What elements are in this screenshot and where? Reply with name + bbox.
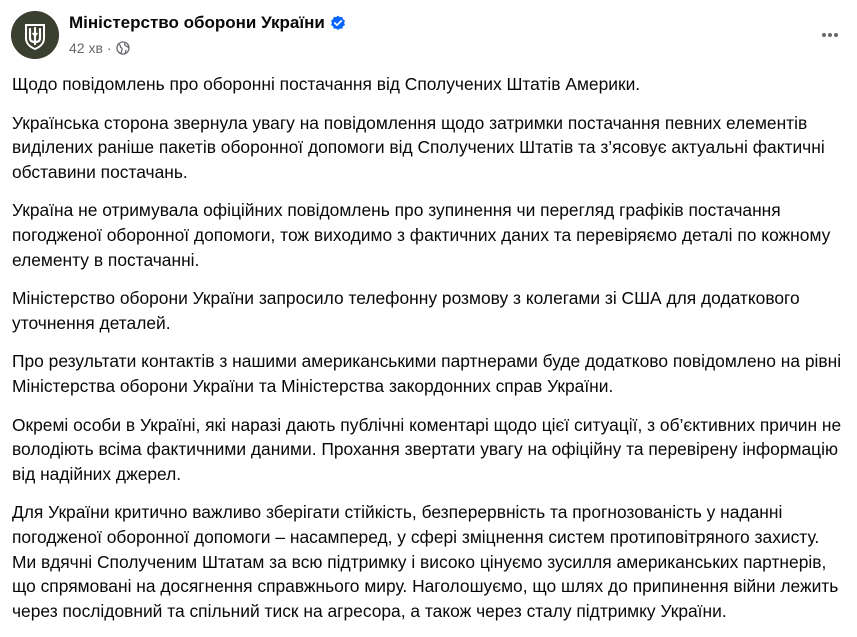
post-paragraph: Щодо повідомлень про оборонні постачання від Сполучених Штатів Америки. xyxy=(12,74,641,94)
globe-icon[interactable] xyxy=(116,41,130,55)
more-options-button[interactable] xyxy=(814,19,846,51)
post-paragraph: Міністерство оборони України запросило телефонну розмову з колегами зі США для додаткового уточнення деталей. xyxy=(12,288,800,333)
post-paragraph: Про результати контактів з нашими американськими партнерами буде додатково повідомлено на рівні Міністерства оборони України та Міністерства закордонних справ України. xyxy=(12,351,842,396)
author-name[interactable]: Міністерство оборони України xyxy=(69,13,325,32)
post-meta xyxy=(69,37,346,59)
avatar[interactable] xyxy=(11,11,59,59)
more-horizontal-icon xyxy=(820,25,840,45)
ministry-emblem-icon xyxy=(11,11,59,59)
post-paragraph: Окремі особи в Україні, які наразі дають публічні коментарі щодо цієї ситуації, з об’єктивних причин не володіють всіма фактичними даними. Прохання звертати увагу на офіційну та перевірену інформацію від надійних джерел. xyxy=(12,414,842,484)
author-block xyxy=(69,11,346,59)
post-header xyxy=(11,11,846,61)
post-timestamp[interactable]: 42 хв xyxy=(69,40,103,56)
separator-dot: · xyxy=(106,40,112,56)
post-paragraph: Для України критично важливо зберігати стійкість, безперервність та прогнозованість у наданні погодженої оборонної допомоги – насамперед, у сфері зміцнення систем протиповітряного захисту. Ми вдячні Сполученим Штатам за всю підтримку і високо цінуємо зусилля американських партнерів, що спрямовані на досягнення справжнього миру. Наголошуємо, що шлях до припинення війни лежить через послідовний та спільний тиск на агресора, а також через сталу підтримку України. xyxy=(12,502,839,621)
post-paragraph: Українська сторона звернула увагу на повідомлення щодо затримки постачання певних елементів виділених раніше пакетів оборонної допомоги від Сполучених Штатів та з’ясовує актуальні фактичні обставини постачань. xyxy=(12,112,825,182)
author-row xyxy=(69,11,346,35)
post-paragraph: Україна не отримувала офіційних повідомлень про зупинення чи перегляд графіків постачання погодженої оборонної допомоги, тож виходимо з фактичних даних та перевіряємо деталі по кожному елементу в постачанні. xyxy=(12,200,831,270)
post-body xyxy=(12,72,842,637)
verified-badge-icon xyxy=(330,15,346,31)
